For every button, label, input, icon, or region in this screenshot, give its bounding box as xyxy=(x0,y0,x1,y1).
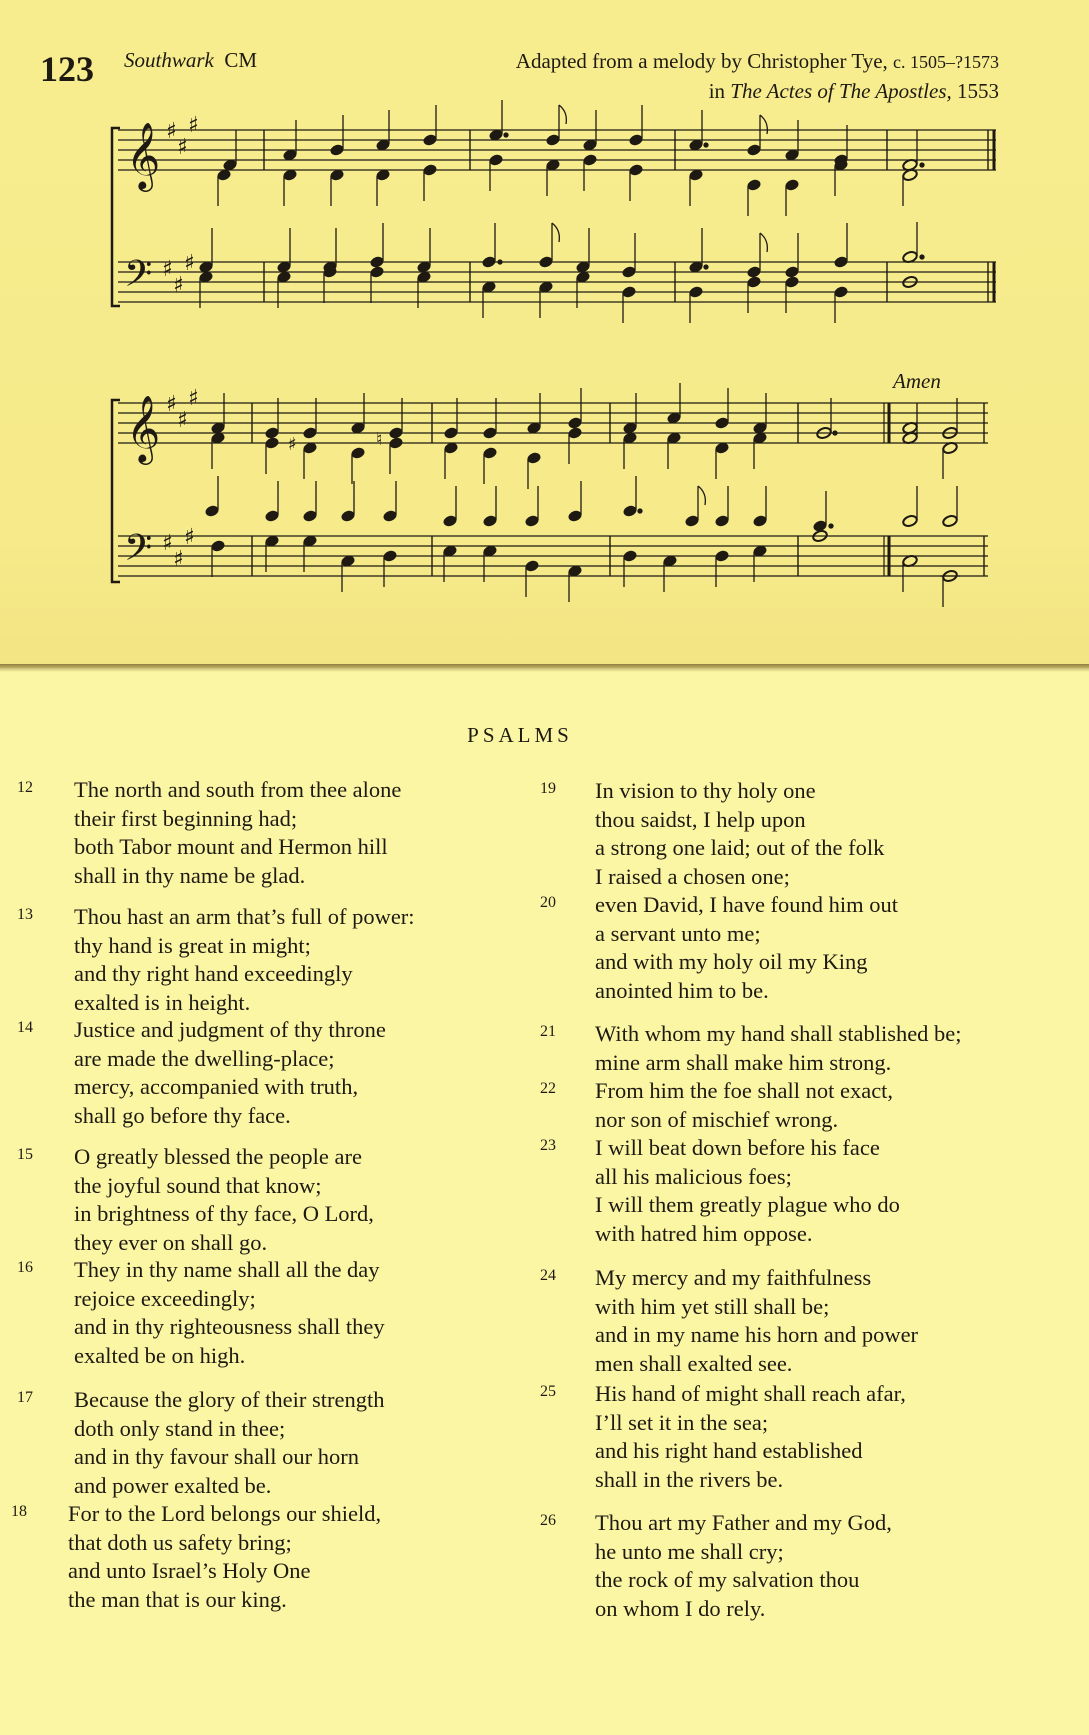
verse-line: The north and south from thee alone xyxy=(74,777,402,802)
verse-line: with hatred him oppose. xyxy=(595,1220,813,1246)
verse-line: Thou art my Father and my God, xyxy=(595,1510,892,1535)
verse-line: all his malicious foes; xyxy=(595,1163,792,1189)
attribution-in: in xyxy=(708,79,726,103)
verse-line: thy hand is great in might; xyxy=(74,932,311,958)
attribution-composer: Adapted from a melody by Christopher Tye, xyxy=(515,49,888,73)
amen-label: Amen xyxy=(893,369,941,393)
verse-line: exalted is in height. xyxy=(74,989,251,1015)
verse-line: and in thy favour shall our horn xyxy=(74,1444,359,1469)
system-2 xyxy=(112,383,988,607)
verse-line: mercy, accompanied with truth, xyxy=(74,1074,359,1099)
meter: CM xyxy=(224,48,258,72)
verse-line: I will them greatly plague who do xyxy=(595,1192,900,1217)
verse-line: they ever on shall go. xyxy=(74,1229,268,1255)
stanza-lines xyxy=(74,1143,374,1257)
system-1 xyxy=(112,100,996,323)
verse-line: mine arm shall make him strong. xyxy=(595,1049,892,1075)
verse-line: My mercy and my faithfulness xyxy=(595,1265,872,1290)
verse-line: he unto me shall cry; xyxy=(595,1538,784,1564)
stanza-number: 21 xyxy=(540,1023,556,1040)
verse-line: and in thy righteousness shall they xyxy=(74,1314,385,1339)
stanza-lines xyxy=(74,776,401,890)
hymn-number: 123 xyxy=(40,49,94,89)
stanza-lines xyxy=(68,1500,381,1614)
verse-line: the rock of my salvation thou xyxy=(595,1567,860,1592)
stanza-lines xyxy=(595,1077,893,1134)
svg-text:♯: ♯ xyxy=(173,273,184,298)
svg-text:♯: ♯ xyxy=(184,525,195,550)
attribution-work: The Actes of The Apostles, xyxy=(730,79,952,103)
treble-staff-2 xyxy=(118,403,988,443)
verse-line: and thy right hand exceedingly xyxy=(74,961,353,986)
verse-line: a servant unto me; xyxy=(595,920,761,946)
verse-line: rejoice exceedingly; xyxy=(74,1285,256,1311)
stanza-number: 24 xyxy=(540,1267,556,1284)
stanza-number: 25 xyxy=(540,1383,556,1400)
verse-line: Justice and judgment of thy throne xyxy=(74,1017,386,1042)
attribution-dates: c. 1505–?1573 xyxy=(893,52,999,72)
verse-line: I’ll set it in the sea; xyxy=(595,1409,769,1435)
verse-line: I will beat down before his face xyxy=(595,1135,880,1160)
verse-line: their first beginning had; xyxy=(74,805,298,831)
svg-text:♯: ♯ xyxy=(177,408,188,433)
tune-name: Southwark xyxy=(124,48,214,72)
verse-line: the joyful sound that know; xyxy=(74,1172,322,1198)
stanza-lines xyxy=(595,891,898,1005)
verse-line: shall in the rivers be. xyxy=(595,1466,784,1492)
svg-text:♯: ♯ xyxy=(173,547,184,572)
verse-line: With whom my hand shall stablished be; xyxy=(595,1021,962,1046)
svg-text:♯: ♯ xyxy=(162,531,173,556)
svg-text:♯: ♯ xyxy=(188,113,199,138)
verse-line: From him the foe shall not exact, xyxy=(595,1078,894,1103)
verse-line: I raised a chosen one; xyxy=(595,863,790,889)
attribution-year: 1553 xyxy=(957,79,999,103)
notes-system-1 xyxy=(199,100,924,323)
verse-line: They in thy name shall all the day xyxy=(74,1257,380,1282)
stanza-lines xyxy=(595,1264,918,1378)
key-signature-1 xyxy=(162,113,199,298)
stanza-lines xyxy=(595,1134,900,1248)
bass-clef-icon: 𝄢 xyxy=(124,527,153,578)
svg-text:♯: ♯ xyxy=(166,119,177,144)
key-signature-2 xyxy=(162,386,199,572)
verse-line: O greatly blessed the people are xyxy=(74,1144,363,1169)
verse-line: In vision to thy holy one xyxy=(595,778,816,803)
stanza-lines xyxy=(595,1020,962,1077)
stanza-number: 15 xyxy=(17,1146,33,1163)
stanza-lines xyxy=(74,1256,385,1370)
verse-line: that doth us safety bring; xyxy=(68,1529,292,1555)
verse-line: and with my holy oil my King xyxy=(595,949,868,974)
verse-line: Thou hast an arm that’s full of power: xyxy=(74,904,415,929)
notes-system-2 xyxy=(205,383,960,607)
stanza-number: 14 xyxy=(17,1019,33,1036)
stanza-number: 23 xyxy=(540,1137,556,1154)
verse-line: nor son of mischief wrong. xyxy=(595,1106,839,1132)
stanza-lines xyxy=(74,903,415,1017)
verse-line: anointed him to be. xyxy=(595,977,769,1003)
stanza-lines xyxy=(74,1016,386,1130)
verse-line: with him yet still shall be; xyxy=(595,1293,830,1319)
stanza-number: 19 xyxy=(540,780,556,797)
verse-line: doth only stand in thee; xyxy=(74,1415,286,1441)
verse-line: and his right hand established xyxy=(595,1438,863,1463)
svg-text:♯: ♯ xyxy=(166,392,177,417)
verse-line: and unto Israel’s Holy One xyxy=(68,1558,311,1583)
stanza-lines xyxy=(595,777,884,891)
music-score xyxy=(0,0,1089,668)
verse-line: on whom I do rely. xyxy=(595,1595,766,1621)
verse-line: and power exalted be. xyxy=(74,1472,272,1498)
stanza-number: 16 xyxy=(17,1259,33,1276)
stanza-number: 18 xyxy=(11,1503,27,1520)
verse-line: Because the glory of their strength xyxy=(74,1387,385,1412)
verse-line: shall in thy name be glad. xyxy=(74,862,306,888)
verse-line: For to the Lord belongs our shield, xyxy=(68,1501,382,1526)
verse-line: shall go before thy face. xyxy=(74,1102,291,1128)
svg-text:♯: ♯ xyxy=(184,251,195,276)
stanza-lines xyxy=(595,1509,892,1623)
stanza-number: 22 xyxy=(540,1080,556,1097)
svg-text:♯: ♯ xyxy=(162,257,173,282)
stanza-lines xyxy=(595,1380,906,1494)
svg-text:♮: ♮ xyxy=(376,429,383,450)
bass-staff-1 xyxy=(118,262,996,302)
svg-text:♯: ♯ xyxy=(288,434,297,455)
verse-line: exalted be on high. xyxy=(74,1342,246,1368)
stanza-number: 20 xyxy=(540,894,556,911)
stanza-number: 26 xyxy=(540,1512,556,1529)
stanza-lines xyxy=(74,1386,385,1500)
verse-line: both Tabor mount and Hermon hill xyxy=(74,834,388,859)
section-title: PSALMS xyxy=(467,723,573,747)
stanza-number: 12 xyxy=(17,779,33,796)
svg-text:♯: ♯ xyxy=(188,386,199,411)
verse-line: men shall exalted see. xyxy=(595,1350,793,1376)
verse-line: His hand of might shall reach afar, xyxy=(595,1381,906,1406)
bass-staff-2 xyxy=(118,536,988,576)
svg-text:♯: ♯ xyxy=(177,135,188,160)
verse-line: in brightness of thy face, O Lord, xyxy=(74,1201,374,1226)
verse-line: the man that is our king. xyxy=(68,1586,287,1612)
treble-clef-icon: 𝄞 xyxy=(126,394,161,462)
stanza-number: 13 xyxy=(17,906,33,923)
verse-line: a strong one laid; out of the folk xyxy=(595,835,885,860)
stanza-number: 17 xyxy=(17,1389,33,1406)
bass-clef-icon: 𝄢 xyxy=(124,253,153,304)
verse-line: and in my name his horn and power xyxy=(595,1322,919,1347)
verse-line: are made the dwelling-place; xyxy=(74,1045,335,1071)
treble-clef-icon: 𝄞 xyxy=(126,121,161,189)
verse-line: thou saidst, I help upon xyxy=(595,806,806,832)
verse-line: even David, I have found him out xyxy=(595,892,899,917)
